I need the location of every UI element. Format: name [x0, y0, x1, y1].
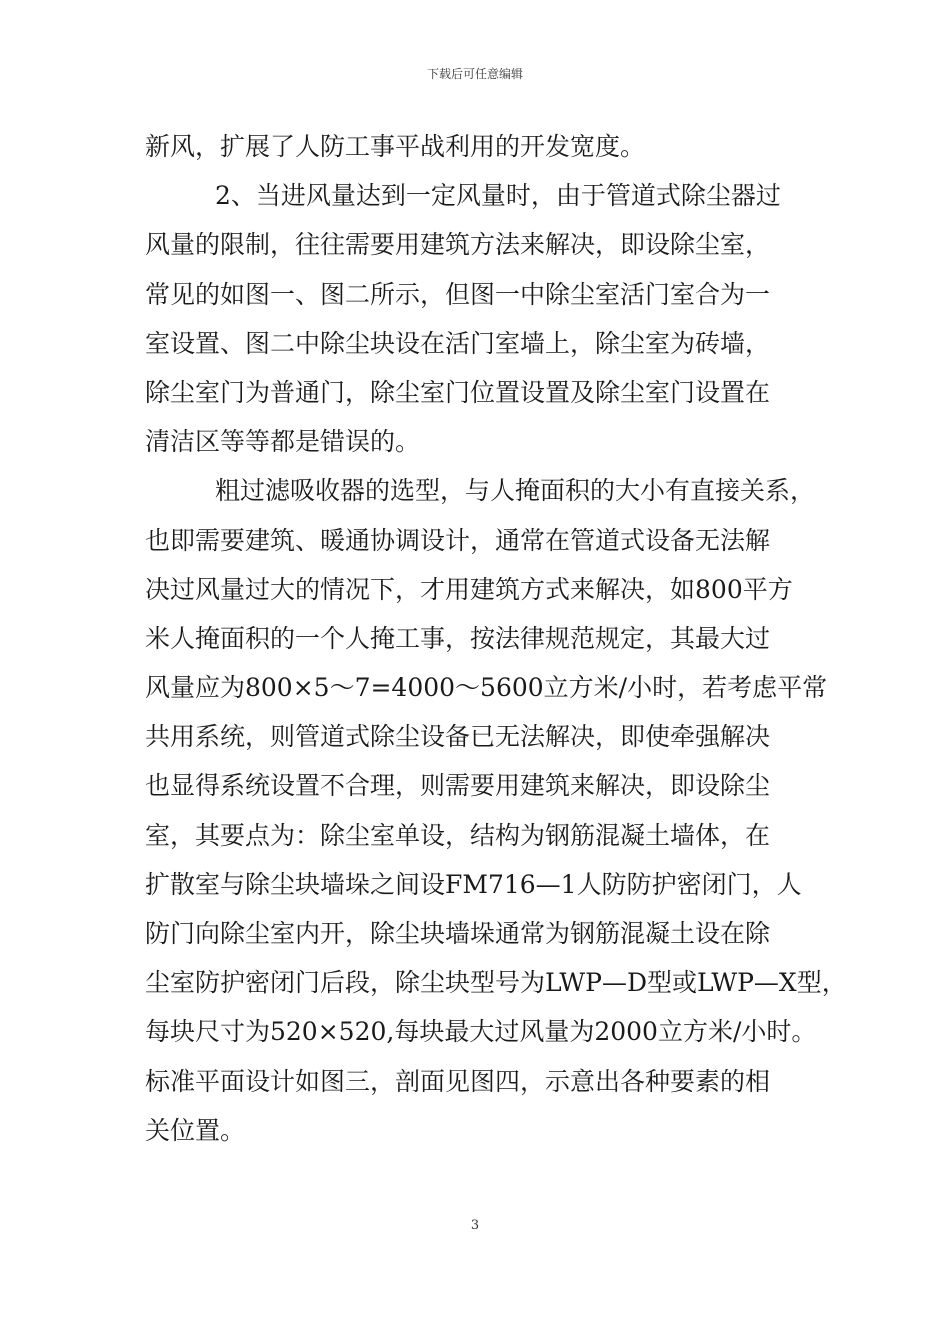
text-line: 除尘室门为普通门，除尘室门位置设置及除尘室门设置在	[145, 377, 771, 407]
text-line: 室，其要点为：除尘室单设，结构为钢筋混凝土墙体，在	[145, 820, 771, 850]
text-line: 粗过滤吸收器的选型，与人掩面积的大小有直接关系，	[215, 476, 816, 506]
text-line: 防门向除尘室内开，除尘块墙垛通常为钢筋混凝土设在除	[145, 919, 771, 948]
text-line: 风量的限制，往往需要用建筑方法来解决，即设除尘室，	[145, 230, 771, 260]
text-line: 每块尺寸为520×520,每块最大过风量为2000立方米/小时。	[145, 1017, 817, 1047]
document-body	[145, 122, 847, 1155]
text-line: 清洁区等等都是错误的。	[145, 427, 421, 457]
page-header: 下载后可任意编辑	[426, 67, 523, 81]
text-line: 也显得系统设置不合理，则需要用建筑来解决，即设除尘	[145, 771, 771, 801]
text-line: 常见的如图一、图二所示，但图一中除尘室活门室合为一	[145, 279, 771, 309]
text-line: 共用系统，则管道式除尘设备已无法解决，即使牵强解决	[145, 722, 771, 752]
text-line: 标准平面设计如图三，剖面见图四，示意出各种要素的相	[145, 1066, 771, 1096]
text-line: 室设置、图二中除尘块设在活门室墙上，除尘室为砖墙，	[145, 328, 771, 358]
page-number: 3	[470, 1218, 480, 1233]
text-line: 2、当进风量达到一定风量时，由于管道式除尘器过	[215, 181, 781, 211]
text-line: 决过风量过大的情况下，才用建筑方式来解决，如800平方	[145, 574, 793, 604]
text-line: 新风，扩展了人防工事平战利用的开发宽度。	[145, 132, 646, 161]
text-line: 尘室防护密闭门后段，除尘块型号为LWP—D型或LWP—X型，	[145, 968, 847, 998]
text-line: 风量应为800×5～7=4000～5600立方米/小时，若考虑平常	[145, 673, 828, 703]
text-line: 米人掩面积的一个人掩工事，按法律规范规定，其最大过	[145, 623, 771, 653]
text-line: 也即需要建筑、暖通协调设计，通常在管道式设备无法解	[145, 525, 771, 555]
text-line: 扩散室与除尘块墙垛之间设FM716—1人防防护密闭门，人	[145, 869, 802, 899]
text-line: 关位置。	[145, 1115, 246, 1145]
